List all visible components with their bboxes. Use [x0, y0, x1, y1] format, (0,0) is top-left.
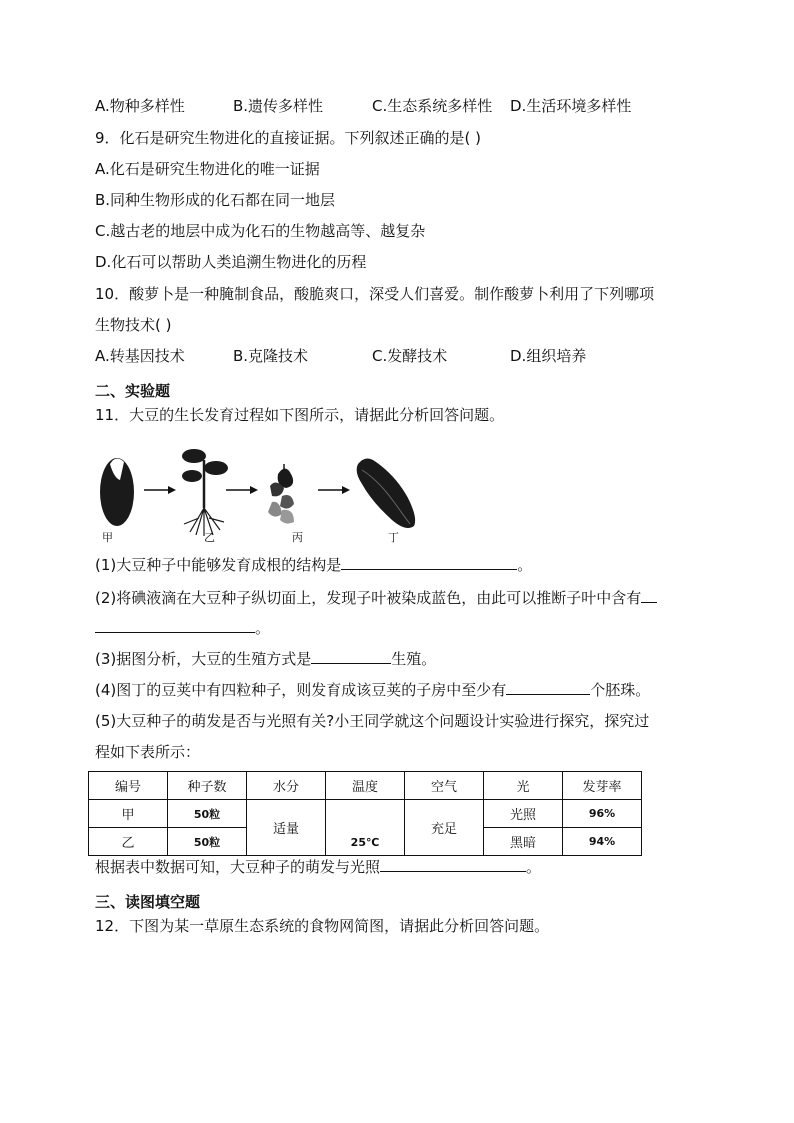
table-header-cell: 光 — [484, 772, 563, 800]
q10-option-b: B.克隆技术 — [233, 347, 309, 365]
table-cell-temp: 25℃ — [326, 800, 405, 856]
figure-label-ding: 丁 — [388, 531, 399, 544]
q11-sub1-text: (1)大豆种子中能够发育成根的结构是 — [95, 556, 342, 574]
q9-stem: 9．化石是研究生物进化的直接证据。下列叙述正确的是( ) — [95, 129, 482, 147]
q11-sub4 — [95, 680, 650, 700]
q10-option-a: A.转基因技术 — [95, 347, 185, 365]
q11-sub2-text: (2)将碘液滴在大豆种子纵切面上，发现子叶被染成蓝色，由此可以推断子叶中含有 — [95, 589, 642, 607]
q8-option-b: B.遗传多样性 — [233, 97, 324, 115]
q8-option-a: A.物种多样性 — [95, 97, 185, 115]
section-heading-experiment: 二、实验题 — [95, 382, 171, 400]
arrow-icon — [318, 486, 350, 494]
arrow-icon — [226, 486, 258, 494]
q11-sub2-end: 。 — [255, 619, 271, 637]
table-header-cell: 空气 — [405, 772, 484, 800]
q9-option-c: C.越古老的地层中成为化石的生物越高等、越复杂 — [95, 222, 426, 240]
q10-stem-line1: 10．酸萝卜是一种腌制食品，酸脆爽口，深受人们喜爱。制作酸萝卜利用了下列哪项 — [95, 285, 655, 303]
soybean-growth-drawing — [96, 440, 426, 546]
q11-sub5-line2: 程如下表所示： — [95, 743, 201, 761]
table-cell-id: 甲 — [89, 800, 168, 828]
table-header-row — [89, 772, 642, 800]
q11-sub4-text: (4)图丁的豆荚中有四粒种子，则发育成该豆荚的子房中至少有 — [95, 681, 507, 699]
table-cell-seeds: 50粒 — [168, 828, 247, 856]
seed-drawing — [100, 458, 134, 526]
table-cell-light: 黑暗 — [484, 828, 563, 856]
q10-stem-line2: 生物技术( ) — [95, 316, 172, 334]
answer-blank-2a[interactable] — [641, 588, 657, 603]
q8-option-c: C.生态系统多样性 — [372, 97, 493, 115]
q11-conclusion-text: 根据表中数据可知，大豆种子的萌发与光照 — [95, 858, 381, 876]
q11-stem: 11．大豆的生长发育过程如下图所示，请据此分析回答问题。 — [95, 406, 505, 424]
table-cell-seeds: 50粒 — [168, 800, 247, 828]
figure-label-yi: 乙 — [204, 531, 215, 544]
q11-conclusion-end: 。 — [526, 858, 542, 876]
table-header-cell: 温度 — [326, 772, 405, 800]
q12-stem: 12．下图为某一草原生态系统的食物网简图，请据此分析回答问题。 — [95, 917, 550, 935]
answer-blank-3[interactable] — [311, 649, 391, 664]
soybean-growth-figure — [96, 440, 426, 546]
q11-sub2-cont — [95, 618, 270, 638]
q8-option-d: D.生活环境多样性 — [510, 97, 632, 115]
section-heading-read-figure: 三、读图填空题 — [95, 893, 201, 911]
q11-sub3 — [95, 649, 436, 669]
figure-label-jia: 甲 — [102, 531, 113, 544]
answer-blank-4[interactable] — [506, 680, 590, 695]
q11-conclusion — [95, 857, 541, 877]
table-cell-rate: 94% — [563, 828, 642, 856]
q10-option-d: D.组织培养 — [510, 347, 587, 365]
table-header-cell: 种子数 — [168, 772, 247, 800]
table-cell-light: 光照 — [484, 800, 563, 828]
seedling-drawing — [182, 449, 228, 536]
answer-blank-5[interactable] — [380, 857, 526, 872]
table-cell-air: 充足 — [405, 800, 484, 856]
answer-blank-1[interactable] — [341, 555, 517, 570]
table-header-cell: 编号 — [89, 772, 168, 800]
q11-sub1-end: 。 — [517, 556, 533, 574]
q9-option-b: B.同种生物形成的化石都在同一地层 — [95, 191, 336, 209]
q11-sub2 — [95, 588, 657, 608]
table-cell-water: 适量 — [247, 800, 326, 856]
arrow-icon — [144, 486, 176, 494]
q11-sub4-end: 个胚珠。 — [590, 681, 651, 699]
q9-option-d: D.化石可以帮助人类追溯生物进化的历程 — [95, 253, 367, 271]
q11-sub5-line1: (5)大豆种子的萌发是否与光照有关?小王同学就这个问题设计实验进行探究，探究过 — [95, 712, 650, 730]
q9-option-a: A.化石是研究生物进化的唯一证据 — [95, 160, 320, 178]
q11-sub3-text: (3)据图分析，大豆的生殖方式是 — [95, 650, 312, 668]
answer-blank-2b[interactable] — [95, 618, 255, 633]
table-row — [89, 800, 642, 828]
table-cell-rate: 96% — [563, 800, 642, 828]
pod-drawing — [357, 458, 415, 528]
table-cell-id: 乙 — [89, 828, 168, 856]
table-header-cell: 水分 — [247, 772, 326, 800]
q11-sub3-end: 生殖。 — [391, 650, 437, 668]
q11-sub1 — [95, 555, 532, 575]
q10-option-c: C.发酵技术 — [372, 347, 448, 365]
figure-label-bing: 丙 — [292, 531, 303, 544]
table-header-cell: 发芽率 — [563, 772, 642, 800]
experiment-table — [88, 771, 642, 856]
flower-drawing — [268, 464, 294, 524]
